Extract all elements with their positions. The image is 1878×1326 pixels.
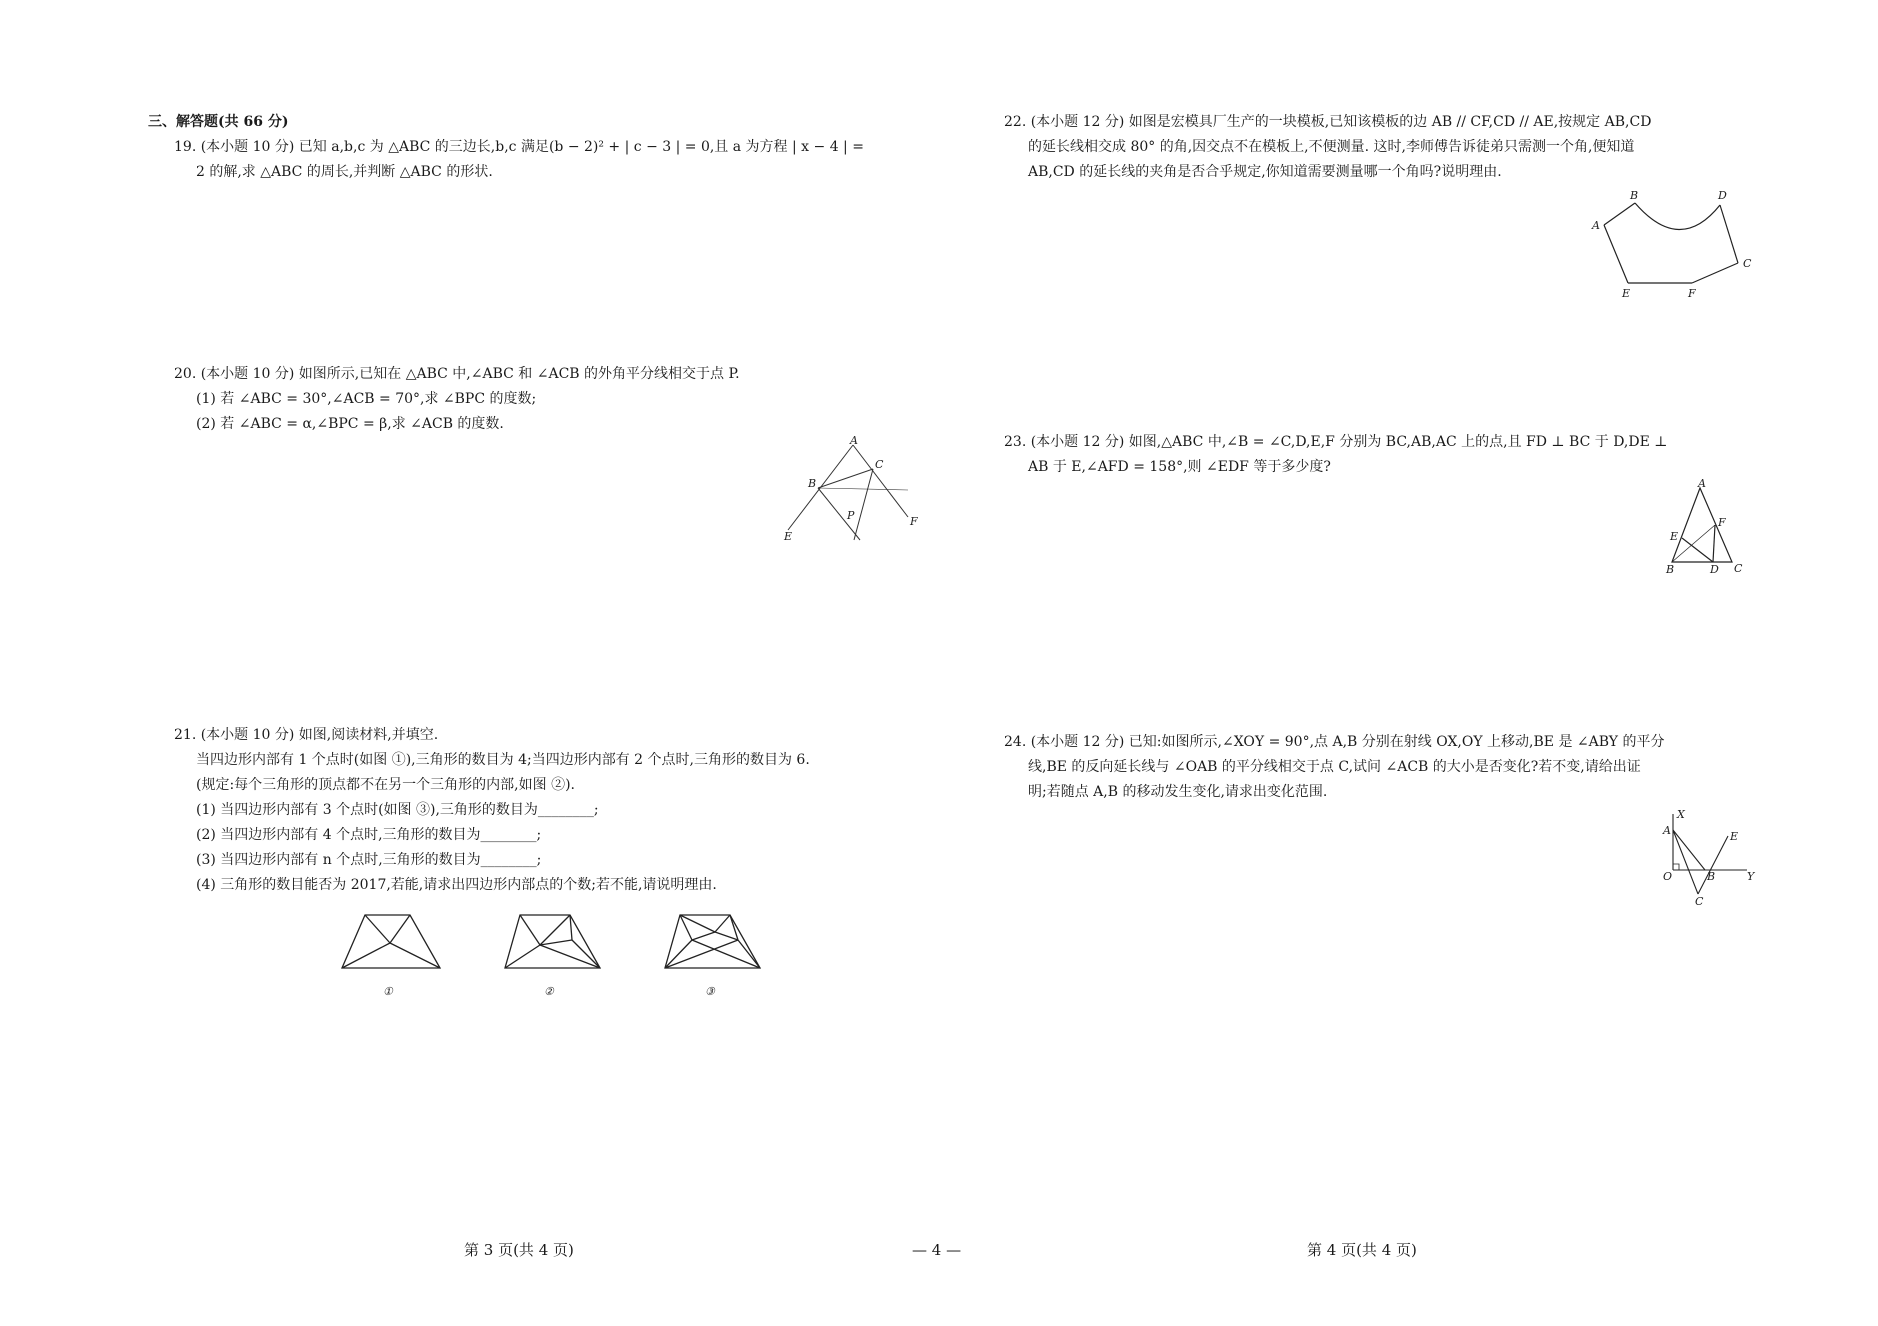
label-e: E [1622,287,1631,300]
figure-2-caption: ② [544,985,554,998]
figure-1-caption: ① [383,985,393,998]
label-p: P [847,509,855,522]
question-20-line-2: (1) 若 ∠ABC = 30°,∠ACB = 70°,求 ∠BPC 的度数; [196,391,537,407]
question-21-line-4: (1) 当四边形内部有 3 个点时(如图 ③),三角形的数目为________; [196,802,599,818]
question-22-figure [1590,185,1750,305]
footer-left-page-number: 第 3 页(共 4 页) [464,1241,574,1259]
question-19-line-2: 2 的解,求 △ABC 的周长,并判断 △ABC 的形状. [196,164,493,180]
question-21-line-6: (3) 当四边形内部有 n 个点时,三角形的数目为________; [196,852,542,868]
question-19-line-1: 19. (本小题 10 分) 已知 a,b,c 为 △ABC 的三边长,b,c 满足(b − 2)² + | c − 3 | = 0,且 a 为方程 | x − 4 | = [174,139,864,155]
question-21-line-2: 当四边形内部有 1 个点时(如图 ①),三角形的数目为 4;当四边形内部有 2 个点时,三角形的数目为 6. [196,752,810,768]
label-e: E [1730,830,1739,843]
question-23-line-2: AB 于 E,∠AFD = 158°,则 ∠EDF 等于多少度? [1028,459,1331,475]
question-22-line-3: AB,CD 的延长线的夹角是否合乎规定,你知道需要测量哪一个角吗?说明理由. [1028,164,1502,180]
label-c: C [875,458,884,471]
label-e: E [1670,530,1679,543]
label-d: D [1718,189,1727,202]
question-23-line-1: 23. (本小题 12 分) 如图,△ABC 中,∠B = ∠C,D,E,F 分别为 BC,AB,AC 上的点,且 FD ⊥ BC 于 D,DE ⊥ [1004,434,1668,450]
question-20-line-3: (2) 若 ∠ABC = α,∠BPC = β,求 ∠ACB 的度数. [196,416,504,432]
label-f: F [1688,287,1696,300]
question-20-figure [780,435,920,545]
question-24-line-2: 线,BE 的反向延长线与 ∠OAB 的平分线相交于点 C,试问 ∠ACB 的大小是否变化?若不变,请给出证 [1028,759,1641,775]
question-21-line-1: 21. (本小题 10 分) 如图,阅读材料,并填空. [174,727,439,743]
question-20-line-1: 20. (本小题 10 分) 如图所示,已知在 △ABC 中,∠ABC 和 ∠ACB 的外角平分线相交于点 P. [174,366,740,382]
question-21-figures [330,905,790,1000]
question-24-figure [1655,808,1755,908]
figure-3-caption: ③ [705,985,715,998]
label-b: B [808,477,817,490]
question-24-line-3: 明;若随点 A,B 的移动发生变化,请求出变化范围. [1028,784,1328,800]
label-a: A [1698,477,1706,490]
label-x: X [1677,808,1685,821]
label-b: B [1666,563,1675,576]
footer-right-page-number: 第 4 页(共 4 页) [1307,1241,1417,1259]
question-21-line-3: (规定:每个三角形的顶点都不在另一个三角形的内部,如图 ②). [196,777,575,793]
label-a: A [1592,219,1600,232]
label-a: A [1663,824,1671,837]
label-d: D [1710,563,1719,576]
label-f: F [910,515,918,528]
label-b: B [1630,189,1639,202]
label-o: O [1663,870,1673,883]
label-c: C [1734,562,1743,575]
label-c: C [1743,257,1752,270]
question-22-line-2: 的延长线相交成 80° 的角,因交点不在模板上,不便测量. 这时,李师傅告诉徒弟只需测一个角,便知道 [1028,139,1635,155]
label-f: F [1718,516,1726,529]
label-c: C [1695,895,1704,908]
question-21-line-5: (2) 当四边形内部有 4 个点时,三角形的数目为________; [196,827,542,843]
question-24-line-1: 24. (本小题 12 分) 已知:如图所示,∠XOY = 90°,点 A,B 分别在射线 OX,OY 上移动,BE 是 ∠ABY 的平分 [1004,734,1665,750]
label-b: B [1707,870,1716,883]
label-a: A [850,434,858,447]
label-e: E [784,530,793,543]
figure-1-quad [342,915,440,968]
footer-center-page-number: — 4 — [912,1241,962,1259]
label-y: Y [1747,870,1755,883]
section-title: 三、解答题(共 66 分) [148,114,289,130]
figure-2-quad [505,915,600,968]
figure-3-quad [665,915,760,968]
question-21-line-7: (4) 三角形的数目能否为 2017,若能,请求出四边形内部点的个数;若不能,请说明理由. [196,877,717,893]
question-23-figure [1660,477,1743,576]
question-22-line-1: 22. (本小题 12 分) 如图是宏模具厂生产的一块模板,已知该模板的边 AB // CF,CD // AE,按规定 AB,CD [1004,114,1652,130]
